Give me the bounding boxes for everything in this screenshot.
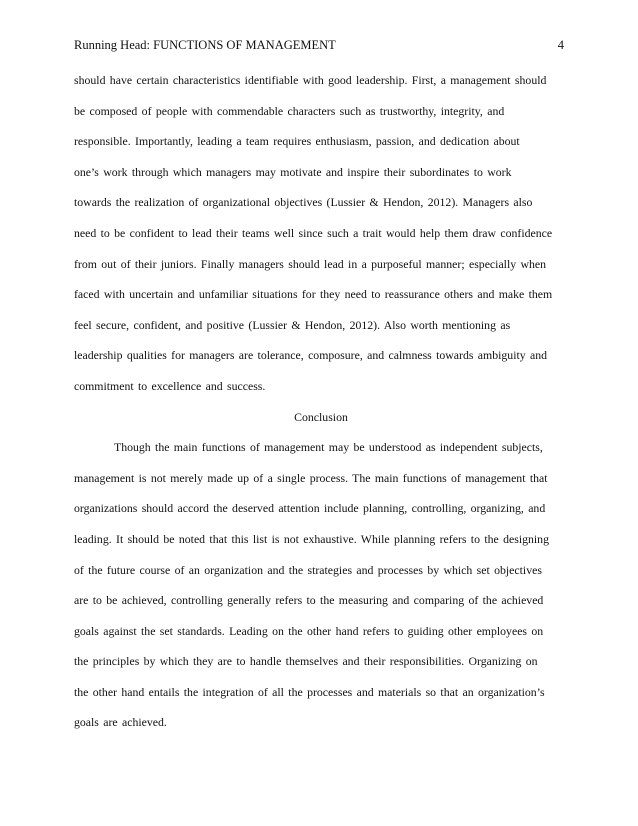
document-body (74, 71, 568, 744)
body-text-line: organizations should accord the deserved attention include planning, controlling, organizing, and (74, 501, 546, 516)
body-text-line: need to be confident to lead their teams well since such a trait would help them draw confidence (74, 225, 553, 240)
body-text-line: should have certain characteristics identifiable with good leadership. First, a management should (74, 73, 547, 87)
section-heading: Conclusion (294, 409, 348, 424)
body-text-line: commitment to excellence and success. (74, 378, 266, 393)
body-text-line: management is not merely made up of a single process. The main functions of management that (74, 470, 548, 485)
body-text-line: Though the main functions of management may be understood as independent subjects, (114, 440, 543, 455)
page-number: 4 (557, 38, 564, 52)
body-text-line: are to be achieved, controlling generally refers to the measuring and comparing of the achieved (74, 593, 544, 608)
body-text-line: leading. It should be noted that this list is not exhaustive. While planning refers to the designing (74, 531, 549, 546)
body-text-line: faced with uncertain and unfamiliar situations for they need to reassurance others and make them (74, 287, 553, 302)
running-head: Running Head: FUNCTIONS OF MANAGEMENT (74, 38, 336, 52)
page-header (74, 38, 564, 53)
body-text-line: of the future course of an organization and the strategies and processes by which set objectives (74, 562, 542, 577)
body-text-line: feel secure, confident, and positive (Lussier & Hendon, 2012). Also worth mentioning as (74, 317, 511, 332)
body-text-line: leadership qualities for managers are tolerance, composure, and calmness towards ambiguity and (74, 348, 548, 363)
body-text-line: one’s work through which managers may motivate and inspire their subordinates to work (74, 164, 512, 179)
body-text-line: the other hand entails the integration of all the processes and materials so that an organization’s (74, 684, 545, 699)
body-text-line: the principles by which they are to handle themselves and their responsibilities. Organizing on (74, 654, 538, 669)
body-text-line: be composed of people with commendable characters such as trustworthy, integrity, and (74, 103, 505, 118)
body-text-line: responsible. Importantly, leading a team requires enthusiasm, passion, and dedication about (74, 134, 520, 149)
body-text-line: goals against the set standards. Leading on the other hand refers to guiding other employees on (74, 623, 544, 638)
body-text-line: from out of their juniors. Finally managers should lead in a purposeful manner; especially when (74, 256, 547, 271)
body-text-line: towards the realization of organizational objectives (Lussier & Hendon, 2012). Managers also (74, 195, 533, 210)
body-text-line: goals are achieved. (74, 715, 167, 730)
